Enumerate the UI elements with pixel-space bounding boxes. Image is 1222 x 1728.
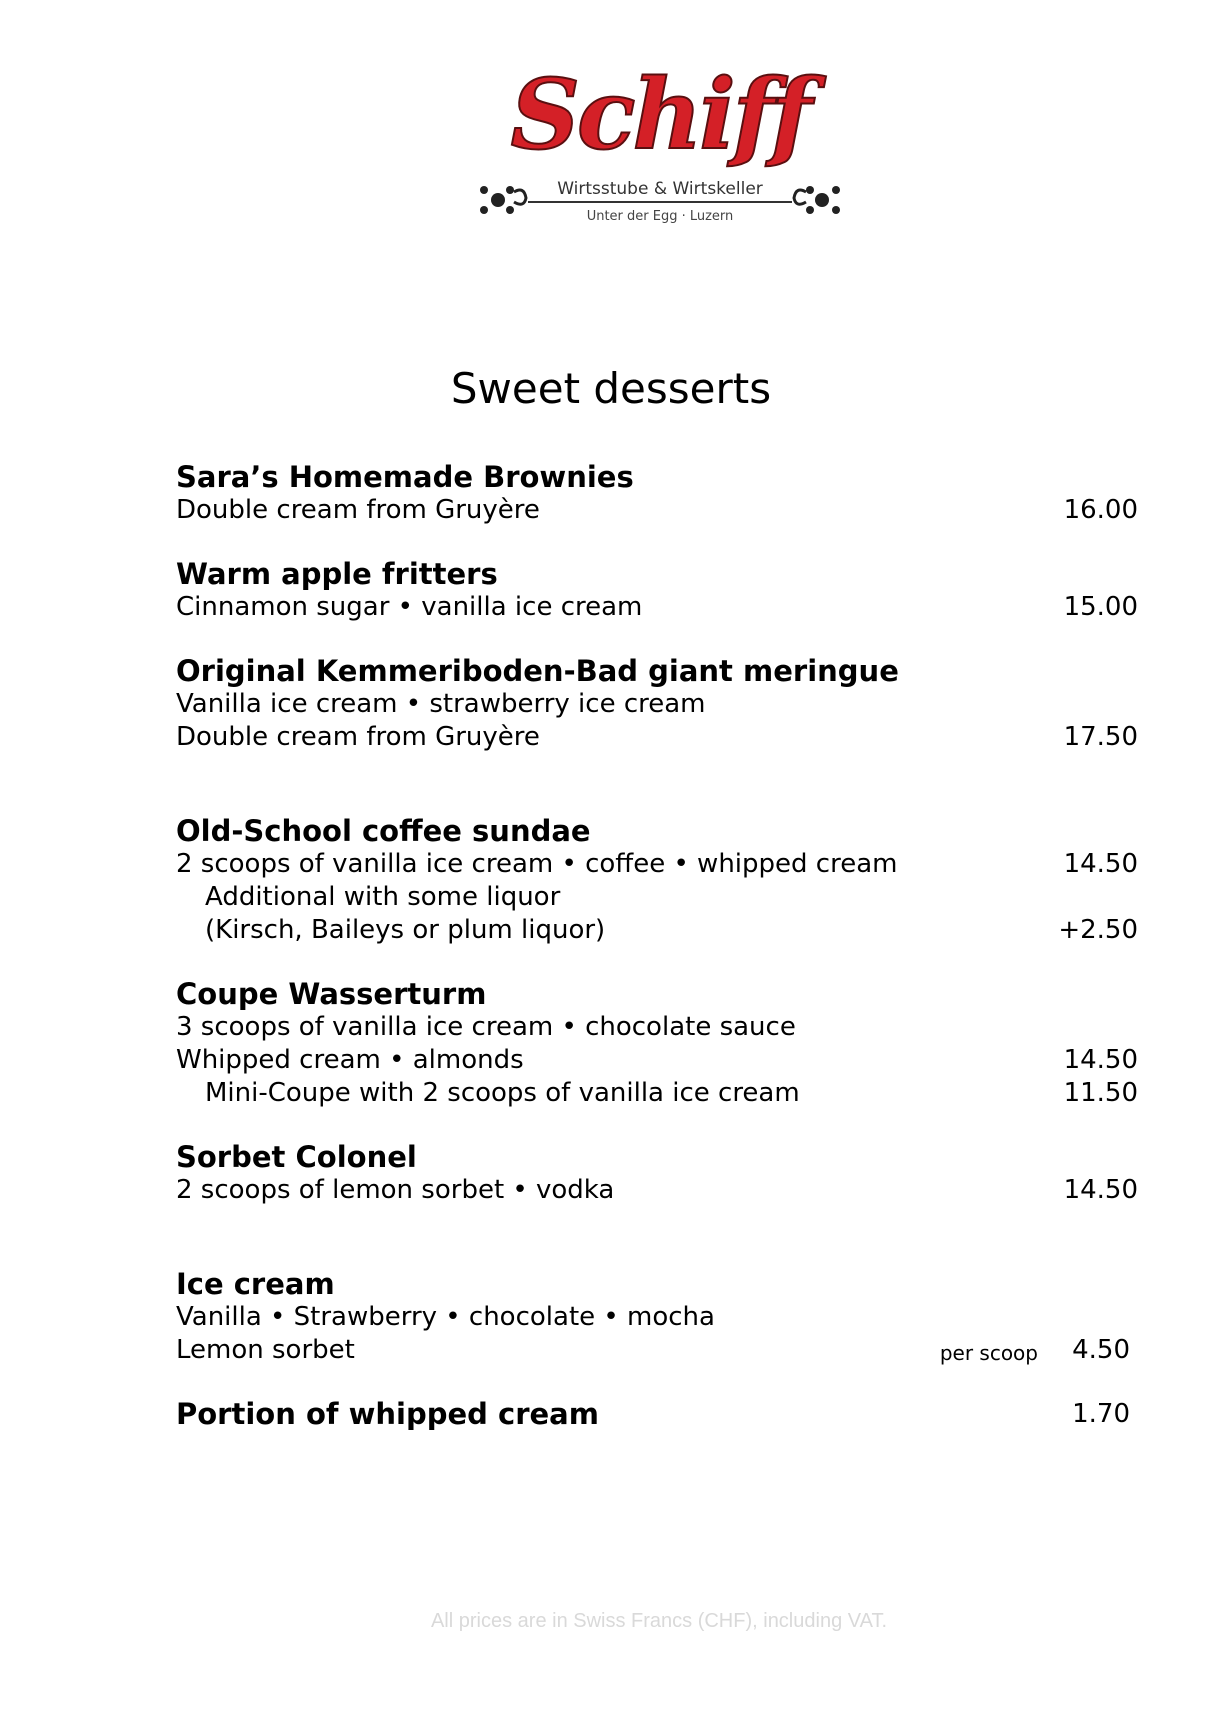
description-text: Vanilla ice cream • strawberry ice cream — [176, 689, 706, 719]
description-text: Lemon sorbet — [176, 1335, 355, 1365]
dessert-menu — [176, 460, 1138, 1431]
description-text: Vanilla • Strawberry • chocolate • mocha — [176, 1302, 715, 1332]
item-description — [176, 591, 1138, 624]
option-text: (Kirsch, Baileys or plum liquor) — [205, 915, 606, 945]
item-price: 17.50 — [1063, 722, 1138, 752]
item-name: Sara’s Homemade Brownies — [176, 460, 634, 494]
logo-graphic — [470, 60, 850, 230]
description-text: Double cream from Gruyère — [176, 495, 540, 525]
menu-item-coupe-wasserturm — [176, 977, 1138, 1110]
menu-item-apple-fritters — [176, 557, 1138, 624]
menu-item-brownies — [176, 460, 1138, 527]
item-description — [176, 1334, 1138, 1367]
item-name: Ice cream — [176, 1267, 335, 1301]
logo-tagline: Wirtsstube & Wirtskeller — [557, 179, 763, 199]
menu-item-ice-cream — [176, 1267, 1138, 1367]
option-text: Additional with some liquor — [205, 882, 561, 912]
item-price: 14.50 — [1063, 1045, 1138, 1075]
item-description — [176, 1301, 1138, 1334]
per-scoop-label: per scoop — [939, 1341, 1038, 1365]
description-text: 2 scoops of lemon sorbet • vodka — [176, 1175, 615, 1205]
menu-item-sorbet-colonel — [176, 1140, 1138, 1207]
item-description — [176, 848, 1138, 881]
item-option — [176, 914, 1138, 947]
item-name: Old-School coffee sundae — [176, 814, 591, 848]
item-price: 14.50 — [1063, 849, 1138, 879]
description-text: 3 scoops of vanilla ice cream • chocolate sauce — [176, 1012, 796, 1042]
item-name: Portion of whipped cream — [176, 1397, 599, 1431]
item-name: Original Kemmeriboden-Bad giant meringue — [176, 654, 899, 688]
item-name: Warm apple fritters — [176, 557, 498, 591]
menu-item-whipped-cream — [176, 1397, 1138, 1431]
item-price: 14.50 — [1063, 1175, 1138, 1205]
item-option — [176, 1077, 1138, 1110]
logo-brand-text: Schiff — [510, 60, 810, 171]
item-description — [176, 1011, 1138, 1044]
option-price: +2.50 — [1058, 915, 1138, 945]
item-price: 4.50 — [1072, 1335, 1130, 1365]
menu-item-meringue — [176, 654, 1138, 754]
item-price: 15.00 — [1063, 592, 1138, 622]
item-name: Sorbet Colonel — [176, 1140, 417, 1174]
logo-location: Unter der Egg · Luzern — [586, 209, 734, 224]
description-text: 2 scoops of vanilla ice cream • coffee • whipped cream — [176, 849, 898, 879]
item-description — [176, 688, 1138, 721]
description-text: Cinnamon sugar • vanilla ice cream — [176, 592, 643, 622]
item-price: 16.00 — [1063, 495, 1138, 525]
item-description — [176, 721, 1138, 754]
right-ornament-icon — [794, 186, 840, 214]
restaurant-logo — [470, 60, 850, 230]
option-price: 11.50 — [1063, 1078, 1138, 1108]
item-description — [176, 1044, 1138, 1077]
item-description — [176, 1174, 1138, 1207]
description-text: Double cream from Gruyère — [176, 722, 540, 752]
option-text: Mini-Coupe with 2 scoops of vanilla ice cream — [205, 1078, 800, 1108]
item-name: Coupe Wasserturm — [176, 977, 487, 1011]
description-text: Whipped cream • almonds — [176, 1045, 524, 1075]
price-note: All prices are in Swiss Francs (CHF), including VAT. — [430, 1610, 888, 1632]
item-option — [176, 881, 1138, 914]
item-description — [176, 494, 1138, 527]
left-ornament-icon — [480, 186, 526, 214]
page-title: Sweet desserts — [450, 364, 772, 413]
item-price: 1.70 — [1072, 1399, 1130, 1429]
menu-item-coffee-sundae — [176, 814, 1138, 947]
